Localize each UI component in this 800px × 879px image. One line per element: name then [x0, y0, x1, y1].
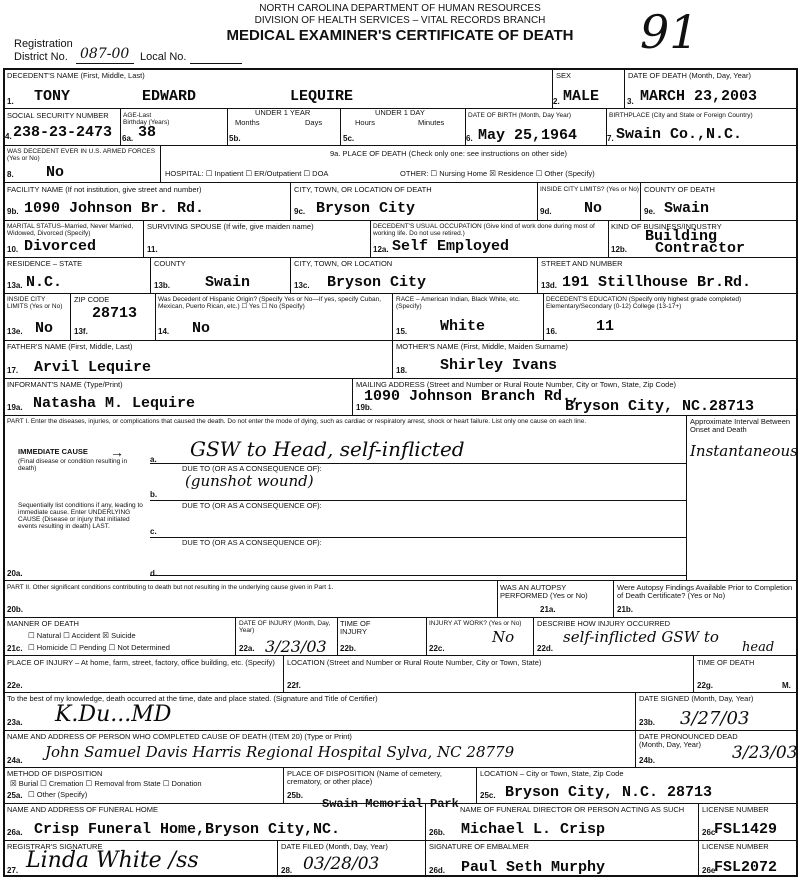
under-1-day-label: UNDER 1 DAY	[375, 108, 425, 117]
item-number: 16.	[546, 327, 558, 336]
immediate-cause-sub: (Final disease or condition resulting in death)	[18, 458, 128, 472]
due-to-label: DUE TO (OR AS A CONSEQUENCE OF):	[182, 464, 322, 473]
father-value: Arvil Lequire	[34, 359, 152, 376]
decedent-name-label: DECEDENT'S NAME (First, Middle, Last)	[7, 71, 145, 80]
facility-name-label: FACILITY NAME (If not institution, give street and number)	[7, 185, 202, 194]
age-value: 38	[138, 124, 157, 141]
arrow-icon: →	[110, 444, 124, 460]
date-filed-value: 03/28/03	[303, 854, 380, 874]
minutes-label: Minutes	[418, 118, 445, 127]
person-completing-label: NAME AND ADDRESS OF PERSON WHO COMPLETED CAUSE OF DEATH (ITEM 20) (Type or Print)	[7, 732, 352, 741]
place-of-disposition-value: Swain Memorial Park	[322, 797, 459, 811]
race-label: RACE – American Indian, Black White, etc. (Specify)	[396, 296, 520, 310]
street-value: 191 Stillhouse Br.Rd.	[562, 274, 752, 291]
item-number: 10.	[7, 245, 19, 254]
date-signed-label: DATE SIGNED (Month, Day, Year)	[639, 694, 754, 703]
item-number: 9d.	[540, 207, 552, 216]
business-line-1: Building	[645, 228, 718, 245]
informant-name-label: INFORMANT'S NAME (Type/Print)	[7, 380, 123, 389]
zip-code-label: ZIP CODE	[74, 295, 110, 304]
location-label: LOCATION (Street and Number or Rural Route Number, City or Town, State)	[287, 658, 542, 667]
autopsy-findings-label: Were Autopsy Findings Available Prior to Completion of Death Certificate? (Yes or No)	[617, 583, 793, 600]
cause-a-value: GSW to Head, self-inflicted	[190, 437, 465, 461]
item-number: 27.	[7, 866, 19, 875]
item-number: 22e.	[7, 681, 23, 690]
form-title: MEDICAL EXAMINER'S CERTIFICATE OF DEATH	[226, 27, 574, 44]
item-number: 5b.	[229, 134, 241, 143]
item-number: 11.	[147, 245, 158, 254]
injury-at-work-label: INJURY AT WORK? (Yes or No)	[429, 620, 522, 627]
item-number: 28.	[281, 866, 293, 875]
inside-city-limits-2-label: INSIDE CITY LIMITS (Yes or No)	[7, 296, 63, 310]
street-and-number-label: STREET AND NUMBER	[541, 259, 623, 268]
inside-city-limits-label: INSIDE CITY LIMITS? (Yes or No)	[540, 186, 639, 193]
date-of-death-label: DATE OF DEATH (Month, Day, Year)	[628, 71, 751, 80]
race-value: White	[440, 318, 486, 335]
marital-value: Divorced	[24, 238, 97, 255]
disposition-options-2: ☐ Other (Specify)	[28, 790, 88, 799]
under-1-year-label: UNDER 1 YEAR	[255, 108, 311, 117]
date-pronounced-label: DATE PRONOUNCED DEAD (Month, Day, Year)	[639, 732, 738, 749]
other-options: OTHER: ☐ Nursing Home ☒ Residence ☐ Other (Specify)	[400, 169, 595, 178]
sequential-label: Sequentially list conditions if any, leading to immediate cause. Enter UNDERLYING CAUSE (Disease or injury that initiated events resulting in death) LAST.	[18, 502, 143, 530]
inside-city-value: No	[584, 200, 603, 217]
date-of-injury-value: 3/23/03	[265, 637, 327, 656]
item-number: 2.	[553, 97, 560, 106]
hospital-options: HOSPITAL: ☐ Inpatient ☐ ER/Outpatient ☐ DOA	[165, 169, 329, 178]
funeral-director-value: Michael L. Crisp	[461, 821, 606, 838]
license-2-value: FSL2072	[714, 859, 778, 876]
months-label: Months	[235, 118, 260, 127]
item-number: 22c.	[429, 644, 445, 653]
certifier-signature: K.Du...MD	[55, 702, 172, 727]
city-town-death-label: CITY, TOWN, OR LOCATION OF DEATH	[294, 185, 432, 194]
how-injury-label: DESCRIBE HOW INJURY OCCURRED	[537, 619, 671, 628]
cause-a-sub-value: (gunshot wound)	[185, 472, 314, 490]
item-number: 1.	[7, 97, 14, 106]
occupation-value: Self Employed	[392, 238, 510, 255]
item-number: 26d.	[429, 866, 446, 875]
time-of-death-label: TIME OF DEATH	[697, 658, 755, 667]
item-number: 22a.	[239, 644, 255, 653]
part-1-instructions: PART I. Enter the diseases, injuries, or complications that caused the death. Do not enter the mode of dying, such as cardiac or respiratory arrest, shock or heart failure. List only one cause on each line.	[7, 418, 587, 425]
education-label: DECEDENT'S EDUCATION (Specify only highest grade completed) Elementary/Secondary (0-12) College (13-17+)	[546, 296, 742, 310]
item-number: 8.	[7, 170, 14, 179]
item-number: 9b.	[7, 207, 19, 216]
days-label: Days	[305, 118, 323, 127]
funeral-home-value: Crisp Funeral Home,Bryson City,NC.	[34, 821, 341, 838]
hours-label: Hours	[355, 118, 376, 127]
city-value: Bryson City	[327, 274, 427, 291]
inside-city-2-value: No	[35, 320, 54, 337]
place-of-injury-label: PLACE OF INJURY – At home, farm, street, factory, office building, etc. (Specify)	[7, 658, 275, 667]
date-of-death-value: MARCH 23,2003	[640, 88, 758, 105]
item-number: 13f.	[74, 327, 88, 336]
item-number: 7.	[607, 134, 614, 143]
item-number: 13b.	[154, 281, 171, 290]
place-of-death-label: 9a. PLACE OF DEATH (Check only one: see instructions on other side)	[330, 149, 568, 158]
registrar-signature-label: REGISTRAR'S SIGNATURE	[7, 842, 103, 851]
item-number: d.	[150, 569, 158, 578]
birthplace-value: Swain Co.,N.C.	[616, 126, 743, 143]
item-number: 12b.	[611, 245, 628, 254]
item-number: 21c.	[7, 644, 23, 653]
item-number: 9e.	[644, 207, 656, 216]
sex-label: SEX	[556, 71, 572, 80]
item-number: c.	[150, 527, 157, 536]
item-number: 26b.	[429, 828, 446, 837]
facility-value: 1090 Johnson Br. Rd.	[24, 200, 205, 217]
armed-forces-label: WAS DECEDENT EVER IN U.S. ARMED FORCES (Yes or No)	[7, 148, 156, 162]
item-number: 9c.	[294, 207, 306, 216]
item-number: 19b.	[356, 403, 373, 412]
manner-options-1: ☐ Natural ☐ Accident ☒ Suicide	[28, 631, 136, 640]
county-of-death-label: COUNTY OF DEATH	[644, 185, 715, 194]
item-number: 4.	[5, 132, 12, 141]
item-number: 15.	[396, 327, 408, 336]
zip-value: 28713	[92, 305, 138, 322]
business-line-2: Contractor	[655, 240, 746, 257]
item-number: 19a.	[7, 403, 23, 412]
item-number: 25c.	[480, 791, 496, 800]
marital-status-label: MARITAL STATUS–Married, Never Married, Widowed, Divorced (Specify)	[7, 223, 134, 237]
item-number: 24a.	[7, 756, 23, 765]
due-to-label: DUE TO (OR AS A CONSEQUENCE OF):	[182, 501, 322, 510]
part-2-instructions: PART II. Other significant conditions contributing to death but not resulting in the underlying cause given in Part 1.	[7, 584, 334, 591]
item-number: 26c	[702, 828, 716, 837]
item-number: 24b.	[639, 756, 656, 765]
item-number: 26a.	[7, 828, 23, 837]
method-of-disposition-label: METHOD OF DISPOSITION	[7, 769, 103, 778]
division-name: DIVISION OF HEALTH SERVICES – VITAL RECORDS BRANCH	[254, 15, 546, 26]
item-number: 18.	[396, 366, 408, 375]
surviving-spouse-label: SURVIVING SPOUSE (If wife, give maiden name)	[147, 222, 314, 231]
date-of-injury-label: DATE OF INJURY (Month, Day, Year)	[239, 620, 331, 634]
item-number: 25a.	[7, 791, 23, 800]
state-value: N.C.	[26, 274, 63, 291]
registration-label: Registration	[14, 38, 73, 50]
mother-name-label: MOTHER'S NAME (First, Middle, Maiden Surname)	[396, 342, 568, 351]
city-town-location-label: CITY, TOWN, OR LOCATION	[294, 259, 393, 268]
item-number: 23a.	[7, 718, 23, 727]
residence-state-label: RESIDENCE – STATE	[7, 259, 83, 268]
decedent-first-name: TONY	[34, 88, 71, 105]
place-of-disposition-label: PLACE OF DISPOSITION (Name of cemetery, crematory, or other place)	[287, 769, 442, 786]
item-number: 22b.	[340, 644, 357, 653]
interval-value: Instantaneous	[690, 442, 798, 460]
father-name-label: FATHER'S NAME (First, Middle, Last)	[7, 342, 133, 351]
funeral-director-label: NAME OF FUNERAL DIRECTOR OR PERSON ACTING AS SUCH	[460, 805, 685, 814]
item-number: 22g.	[697, 681, 714, 690]
sex-value: MALE	[563, 88, 600, 105]
person-completing-value: John Samuel Davis Harris Regional Hospital Sylva, NC 28779	[45, 743, 515, 761]
hispanic-value: No	[192, 320, 211, 337]
item-number: 6a.	[122, 134, 134, 143]
location-city-value: Bryson City, N.C. 28713	[505, 784, 713, 801]
item-number: 3.	[627, 97, 634, 106]
item-number: 13a.	[7, 281, 23, 290]
location-city-label: LOCATION – City or Town, State, Zip Code	[480, 769, 624, 778]
embalmer-value: Paul Seth Murphy	[461, 859, 606, 876]
item-number: 25b.	[287, 791, 304, 800]
district-value: 087-00	[80, 46, 130, 62]
dept-name: NORTH CAROLINA DEPARTMENT OF HUMAN RESOURCES	[259, 3, 541, 14]
item-number: 13e.	[7, 327, 23, 336]
item-number: 13c.	[294, 281, 310, 290]
funeral-home-label: NAME AND ADDRESS OF FUNERAL HOME	[7, 805, 158, 814]
immediate-cause-label: IMMEDIATE CAUSE	[18, 447, 88, 456]
county-of-death-value: Swain	[664, 200, 710, 217]
hispanic-label: Was Decedent of Hispanic Origin? (Specify Yes or No—If yes, specify Cuban, Mexican, Puerto Rican, etc.) ☐ Yes ☐ No (Specify)	[158, 296, 382, 310]
ssn-value: 238-23-2473	[13, 124, 113, 141]
license-1-value: FSL1429	[714, 821, 778, 838]
injury-at-work-value: No	[492, 628, 515, 646]
item-number: 22d.	[537, 644, 554, 653]
kind-of-business-label: KIND OF BUSINESS/INDUSTRY	[611, 222, 722, 231]
registrar-signature-value: Linda White /ss	[26, 848, 199, 873]
date-filed-label: DATE FILED (Month, Day, Year)	[281, 842, 388, 851]
item-number: a.	[150, 455, 157, 464]
license-number-2-label: LICENSE NUMBER	[702, 842, 769, 851]
item-number: 13d.	[541, 281, 558, 290]
item-number: 17.	[7, 366, 19, 375]
item-number: 21b.	[617, 605, 634, 614]
item-number: 22f.	[287, 681, 301, 690]
how-injury-value-2: head	[742, 640, 775, 655]
city-of-death-value: Bryson City	[316, 200, 416, 217]
dob-label: DATE OF BIRTH (Month, Day Year)	[468, 112, 572, 119]
item-number: 20b.	[7, 605, 24, 614]
item-number: 21a.	[540, 605, 556, 614]
item-number: 14.	[158, 327, 170, 336]
decedent-middle-name: EDWARD	[142, 88, 197, 105]
district-label: District No.	[14, 51, 68, 63]
date-signed-value: 3/27/03	[680, 708, 750, 729]
disposition-options-1: ☒ Burial ☐ Cremation ☐ Removal from State ☐ Donation	[10, 779, 202, 788]
embalmer-signature-label: SIGNATURE OF EMBALMER	[429, 842, 529, 851]
license-number-label: LICENSE NUMBER	[702, 805, 769, 814]
mailing-address-label: MAILING ADDRESS (Street and Number or Rural Route Number, City or Town, State, Zip Code)	[356, 380, 676, 389]
manner-options-2: ☐ Homicide ☐ Pending ☐ Not Determined	[28, 643, 170, 652]
county-label: COUNTY	[154, 259, 186, 268]
education-value: 11	[596, 318, 615, 335]
interval-label: Approximate Interval Between Onset and Death	[690, 417, 791, 434]
item-number: 12a.	[373, 245, 389, 254]
mailing-line-1: 1090 Johnson Branch Rd.,	[364, 388, 581, 405]
usual-occupation-label: DECEDENT'S USUAL OCCUPATION (Give kind of work done during most of working life. Do not use retired.)	[373, 223, 595, 237]
item-number: 20a.	[7, 569, 23, 578]
dob-value: May 25,1964	[478, 127, 578, 144]
item-number: 26e	[702, 866, 716, 875]
birthplace-label: BIRTHPLACE (City and State or Foreign Country)	[609, 112, 753, 119]
item-number: 5c.	[343, 134, 355, 143]
certify-label: To the best of my knowledge, death occurred at the time, date and place stated. (Signature and Title of Certifier)	[7, 694, 378, 703]
county-value: Swain	[205, 274, 251, 291]
item-number: 6.	[466, 134, 473, 143]
armed-forces-value: No	[46, 164, 65, 181]
manner-of-death-label: MANNER OF DEATH	[7, 619, 79, 628]
local-label: Local No.	[140, 51, 187, 63]
mother-value: Shirley Ivans	[440, 357, 558, 374]
time-of-injury-label: TIME OF INJURY	[340, 619, 371, 636]
item-number: b.	[150, 490, 158, 499]
due-to-label: DUE TO (OR AS A CONSEQUENCE OF):	[182, 538, 322, 547]
decedent-last-name: LEQUIRE	[290, 88, 354, 105]
item-number: 23b.	[639, 718, 656, 727]
corner-number: 91	[640, 5, 699, 59]
date-pronounced-value: 3/23/03	[732, 743, 798, 763]
informant-value: Natasha M. Lequire	[33, 395, 196, 412]
age-label: AGE-Last Birthday (Years)	[123, 112, 170, 126]
mailing-line-2: Bryson City, NC.28713	[565, 398, 755, 415]
ssn-label: SOCIAL SECURITY NUMBER	[7, 111, 109, 120]
how-injury-value: self-inflicted GSW to	[563, 628, 719, 646]
autopsy-label: WAS AN AUTOPSY PERFORMED (Yes or No)	[500, 583, 588, 600]
item-number: M.	[782, 681, 791, 690]
